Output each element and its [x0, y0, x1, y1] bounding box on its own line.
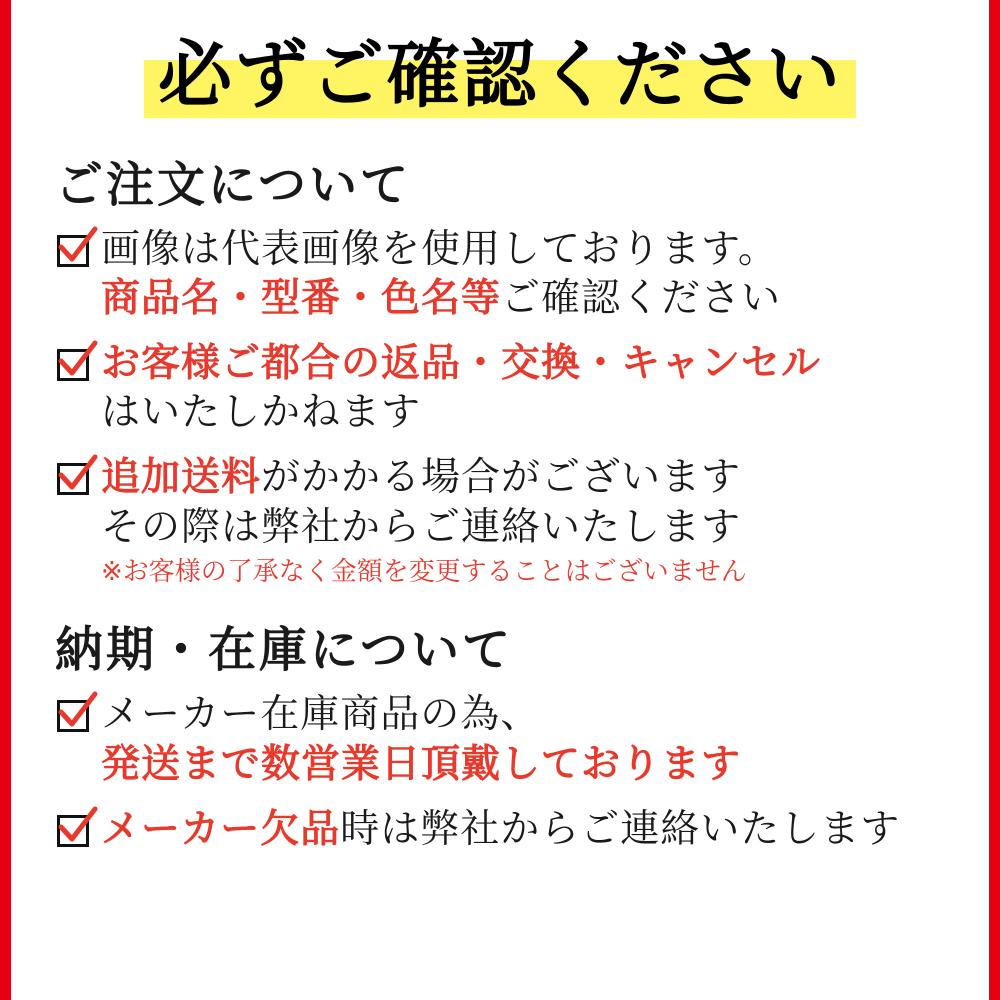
emphasis-red: メーカー欠品 — [101, 806, 341, 852]
list-item — [55, 453, 959, 589]
list-item-line: メーカー在庫商品の為、 — [101, 692, 541, 738]
list-item-line: 発送まで数営業日頂戴しております — [101, 741, 742, 787]
list-item-line: お客様ご都合の返品・交換・キャンセル — [101, 341, 822, 387]
line-tail: がかかる場合がございます — [261, 455, 742, 501]
emphasis-red: 追加送料 — [101, 455, 262, 501]
right-red-bar — [989, 0, 1000, 1000]
list-item-line: 画像は代表画像を使用しております。 — [101, 226, 778, 272]
checkbox-checked-icon — [55, 459, 95, 499]
list-item — [55, 805, 959, 854]
list-item-line — [101, 274, 959, 323]
left-red-bar — [0, 0, 11, 1000]
title-wrapper — [41, 34, 959, 120]
list-item — [55, 225, 959, 323]
list-item-line: はいたしかねます — [101, 390, 422, 436]
list-item-line — [101, 805, 959, 854]
checkbox-checked-icon — [55, 345, 95, 385]
line-tail: 時は弊社からご連絡いたします — [340, 806, 901, 852]
title-text: 必ずご確認ください — [158, 32, 842, 118]
list-item-lines — [101, 805, 959, 854]
list-item-lines — [101, 453, 959, 589]
emphasis-red: 商品名・型番・色名等 — [101, 276, 502, 322]
list-item-note: ※お客様の了承なく金額を変更することはございません — [101, 556, 747, 587]
page-title — [144, 34, 856, 120]
list-item-lines — [101, 225, 959, 323]
checkbox-checked-icon — [55, 231, 95, 271]
notice-content — [11, 0, 989, 1000]
checkbox-checked-icon — [55, 811, 95, 851]
list-item — [55, 690, 959, 788]
list-item-line — [101, 453, 959, 502]
line-tail: ご確認ください — [501, 276, 782, 322]
checkbox-checked-icon — [55, 696, 95, 736]
list-item-lines — [101, 339, 959, 437]
list-item — [55, 339, 959, 437]
section-heading-delivery: 納期・在庫について — [55, 622, 514, 679]
list-item-lines — [101, 690, 959, 788]
section-heading-orders: ご注文について — [55, 156, 412, 213]
list-item-line: その際は弊社からご連絡いたします — [101, 504, 742, 550]
